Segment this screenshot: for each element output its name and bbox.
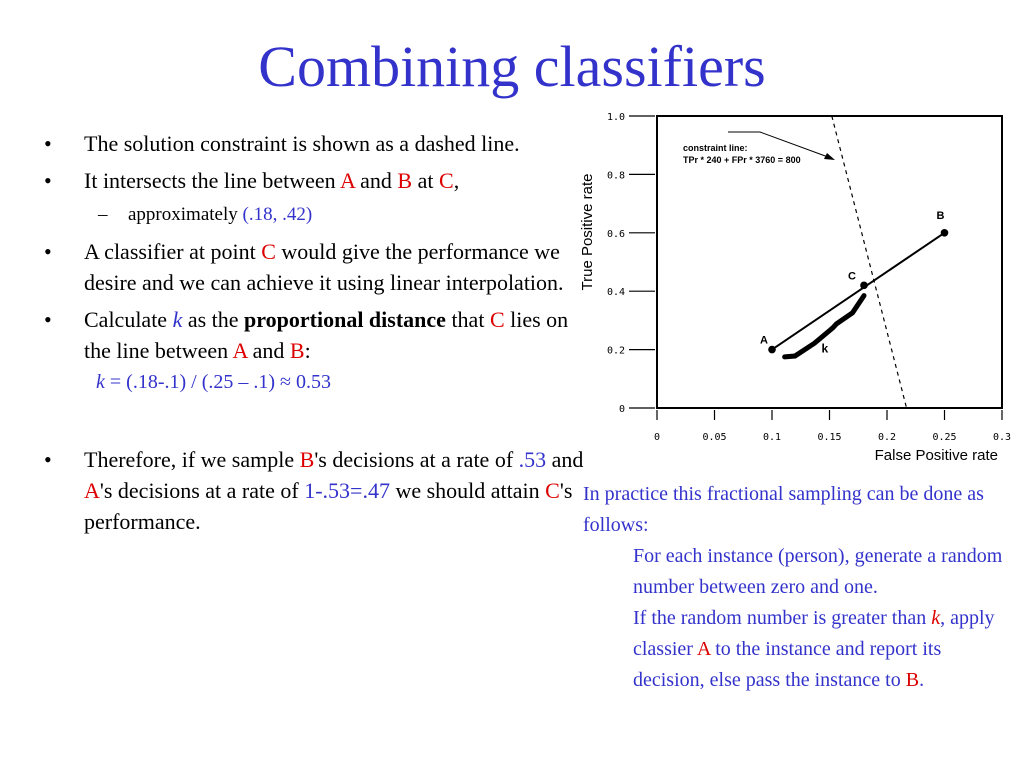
formula-text: = (.18-.1) / (.25 – .1) ≈ 0.53 <box>104 371 332 393</box>
bold-term: proportional distance <box>244 307 446 332</box>
y-tick-label: 0 <box>618 404 625 415</box>
bullet-dot: • <box>44 131 52 156</box>
rate-b: .53 <box>518 447 547 472</box>
y-tick-label: 1.0 <box>606 112 625 123</box>
point-a <box>768 346 776 354</box>
note-step-2-pre: If the random number is greater than <box>633 607 932 629</box>
bullet-3 <box>44 236 584 298</box>
label-b: B <box>397 168 413 193</box>
bullet-dot: • <box>44 447 52 472</box>
sub-bullet <box>44 202 584 228</box>
point-b <box>941 229 949 237</box>
y-axis-ticks <box>607 112 655 415</box>
bullet-1 <box>44 128 584 159</box>
x-axis-ticks <box>654 410 1011 443</box>
bullet-5-text: Therefore, if we sample <box>84 447 300 472</box>
note-label-b: B <box>905 669 920 691</box>
bullet-dot: • <box>44 168 52 193</box>
note-box <box>583 479 1013 696</box>
bullet-3-rest: would give the performance we desire and we can achieve it using linear interpolation. <box>84 239 564 295</box>
approx-value: (.18, .42) <box>242 204 313 225</box>
x-tick-label: 0.2 <box>877 432 897 443</box>
bullet-4-mid: as the <box>182 307 245 332</box>
bullet-5-mid3: we should attain <box>389 478 546 503</box>
y-tick-label: 0.2 <box>606 345 625 357</box>
bullet-4-text: Calculate <box>84 307 173 332</box>
annotation-line-1: constraint line: <box>683 143 748 153</box>
x-tick-label: 0.1 <box>762 432 782 443</box>
bullet-2-at: at <box>412 168 439 193</box>
bullet-2-comma: , <box>453 168 460 193</box>
x-axis-label: False Positive rate <box>874 447 998 464</box>
note-label-a: A <box>696 638 711 660</box>
y-axis-label: True Positive rate <box>579 173 596 291</box>
label-a: A <box>84 478 100 503</box>
bullet-4-that: that <box>445 307 490 332</box>
bullet-4-lies: lies on the line between <box>84 307 569 363</box>
sub-bullet-dash: – <box>98 204 108 225</box>
point-label-b: B <box>936 209 945 222</box>
k-symbol: k <box>172 307 183 332</box>
note-step-2-mid: , apply classier <box>633 607 995 660</box>
label-c: C <box>489 307 505 332</box>
bullet-4 <box>44 304 584 366</box>
label-b: B <box>299 447 315 472</box>
label-a: A <box>232 338 248 363</box>
point-label-a: A <box>760 334 768 347</box>
note-k: k <box>931 607 941 629</box>
point-c <box>860 282 868 290</box>
x-tick-label: 0.25 <box>932 432 957 443</box>
label-c: C <box>439 168 454 193</box>
bullet-2-text: It intersects the line between <box>84 168 340 193</box>
bullet-1-text: The solution constraint is shown as a dashed line. <box>84 131 520 156</box>
bullet-5-and: and <box>546 447 584 472</box>
note-step-1: For each instance (person), generate a random number between zero and one. <box>633 545 1003 598</box>
note-step-2-post: . <box>919 669 925 691</box>
y-tick-label: 0.8 <box>606 170 625 182</box>
annotation-arrowhead <box>824 153 835 160</box>
x-tick-label: 0 <box>653 432 661 443</box>
formula <box>44 368 584 396</box>
bullet-4-colon: : <box>304 338 311 363</box>
bullet-2 <box>44 165 584 196</box>
note-intro: In practice this fractional sampling can be done as follows: <box>583 483 984 536</box>
bullet-dot: • <box>44 307 52 332</box>
slide-title: Combining classifiers <box>258 34 766 99</box>
y-tick-label: 0.4 <box>606 287 625 299</box>
bullet-5-mid1: 's decisions at a rate of <box>314 447 519 472</box>
point-label-c: C <box>848 270 856 283</box>
x-tick-label: 0.15 <box>817 432 842 443</box>
sub-bullet-text: approximately <box>128 204 243 225</box>
label-c: C <box>545 478 560 503</box>
annotation-line-2: TPr * 240 + FPr * 3760 = 800 <box>683 155 801 165</box>
k-label: k <box>821 341 829 356</box>
bullet-5-post: 's performance. <box>84 478 573 534</box>
bullet-3-text: A classifier at point <box>84 239 262 264</box>
label-b: B <box>289 338 305 363</box>
bullet-dot: • <box>44 239 52 264</box>
label-a: A <box>339 168 355 193</box>
label-c: C <box>261 239 276 264</box>
x-tick-label: 0.3 <box>992 432 1012 443</box>
x-tick-label: 0.05 <box>702 432 727 443</box>
rate-a: 1-.53=.47 <box>304 478 390 503</box>
line-a-to-b <box>772 233 945 350</box>
bullet-5 <box>44 444 584 537</box>
formula-k: k <box>96 371 105 393</box>
bullet-list <box>44 128 584 537</box>
note-step-2-mid2: to the instance and report its decision, else pass the instance to <box>633 638 942 691</box>
bullet-2-and: and <box>354 168 398 193</box>
bullet-5-mid2: 's decisions at a rate of <box>99 478 305 503</box>
y-tick-label: 0.6 <box>606 228 625 240</box>
constraint-line <box>832 116 907 408</box>
roc-chart <box>570 100 1020 470</box>
note-step-2 <box>583 603 1013 696</box>
point-layer <box>760 210 948 354</box>
bullet-4-and: and <box>247 338 290 363</box>
